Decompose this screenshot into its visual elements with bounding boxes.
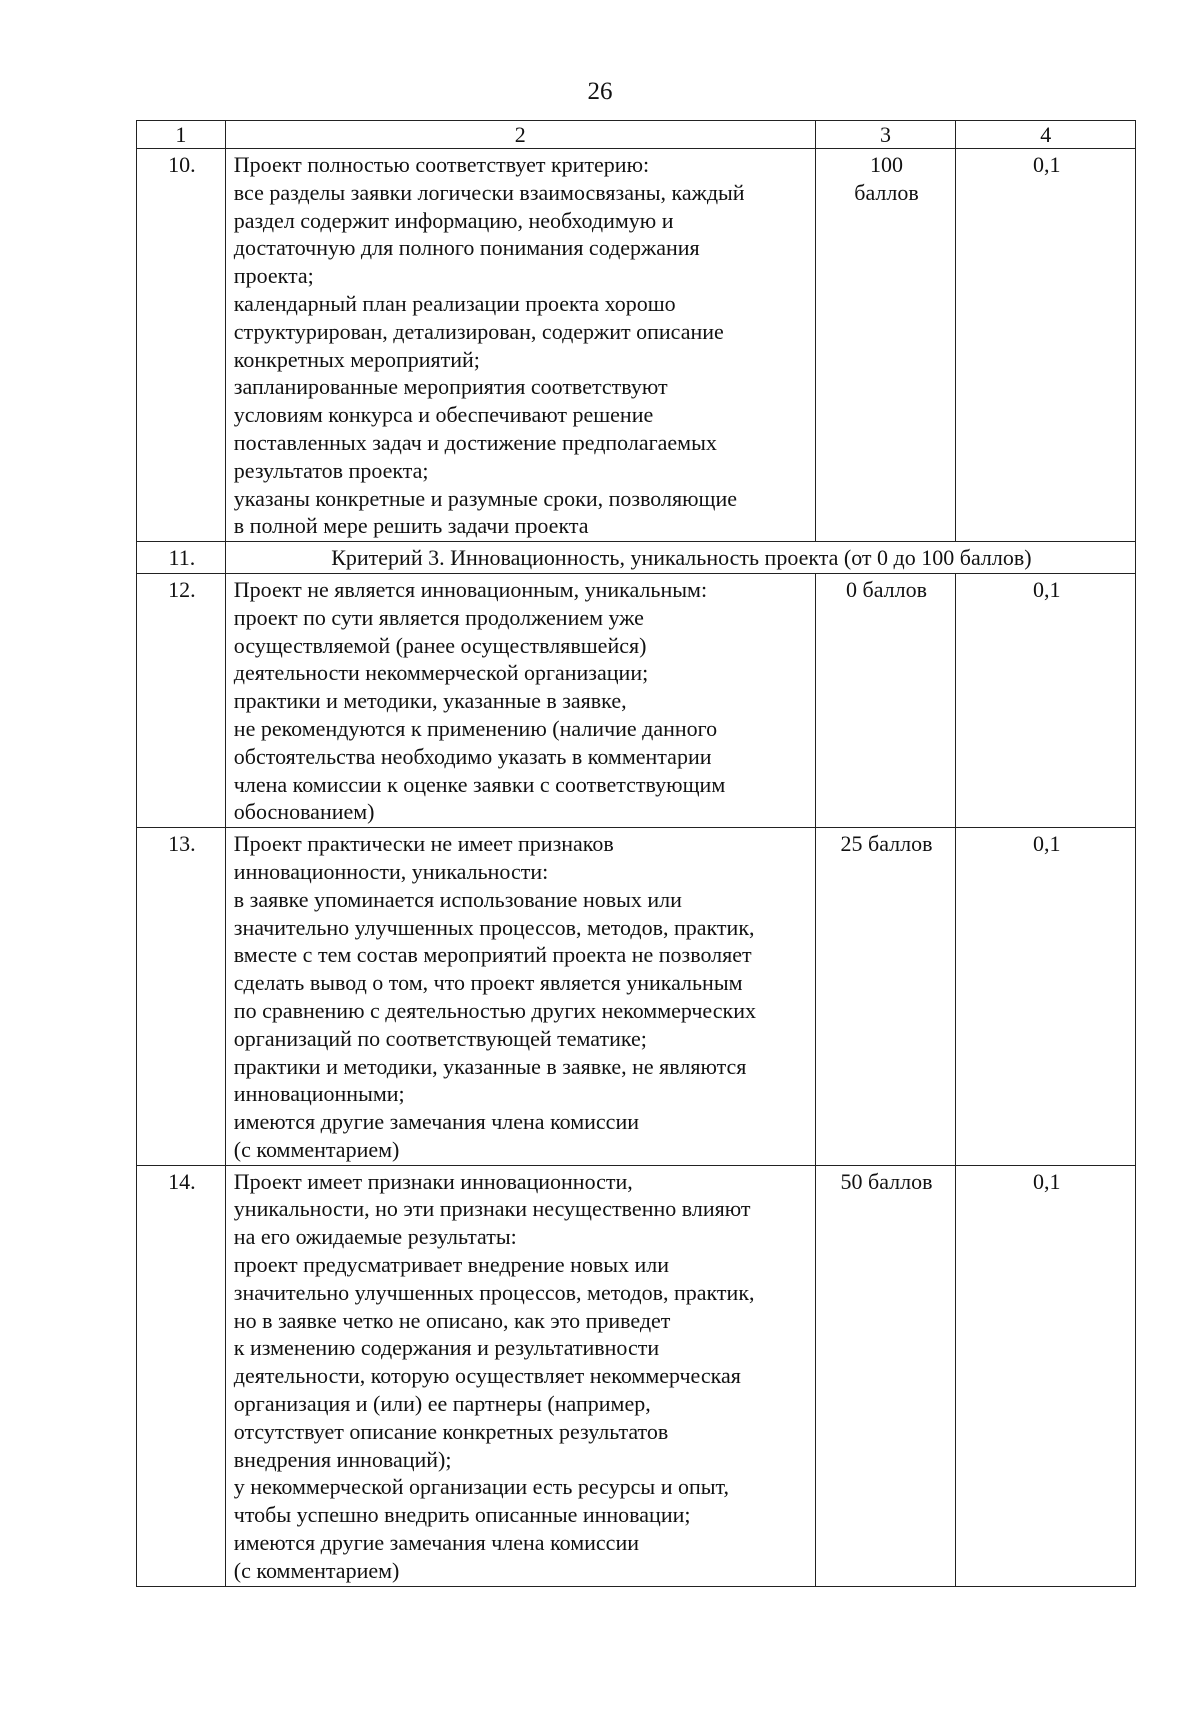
description-line: практики и методики, указанные в заявке, не являются xyxy=(233,1053,747,1079)
weight-cell: 0,1 xyxy=(956,149,1136,542)
points-cell xyxy=(815,1165,956,1586)
description-line: Проект не является инновационным, уникальным: xyxy=(233,576,708,602)
row-number: 12. xyxy=(137,573,226,827)
description-line: конкретных мероприятий; xyxy=(233,346,480,372)
description-line: чтобы успешно внедрить описанные инновации; xyxy=(233,1502,691,1528)
description-line: поставленных задач и достижение предполагаемых xyxy=(233,429,717,455)
column-header-1: 1 xyxy=(137,121,226,149)
description-line: результатов проекта; xyxy=(233,457,429,483)
points-cell xyxy=(815,573,956,827)
description-line: деятельности, которую осуществляет некоммерческая xyxy=(233,1363,741,1389)
description-line: инновационными; xyxy=(233,1081,405,1107)
points-text: 50 баллов xyxy=(840,1168,933,1194)
description-line: календарный план реализации проекта хорошо xyxy=(233,290,676,316)
description-line: у некоммерческой организации есть ресурсы и опыт, xyxy=(233,1474,729,1500)
description-line: инновационности, уникальности: xyxy=(233,858,549,884)
description-line: но в заявке четко не описано, как это приведет xyxy=(233,1307,671,1333)
points-cell xyxy=(815,828,956,1166)
description-line: (с комментарием) xyxy=(233,1136,400,1162)
description-line: деятельности некоммерческой организации; xyxy=(233,660,649,686)
description-line: члена комиссии к оценке заявки с соответствующим xyxy=(233,771,726,797)
description-line: Проект имеет признаки инновационности, xyxy=(233,1168,633,1194)
description-line: обоснованием) xyxy=(233,799,375,825)
description-line: практики и методики, указанные в заявке, xyxy=(233,688,627,714)
table-row xyxy=(137,149,1136,542)
column-header-3: 3 xyxy=(815,121,956,149)
description-line: обстоятельства необходимо указать в комментарии xyxy=(233,743,712,769)
description-line: в заявке упоминается использование новых или xyxy=(233,886,682,912)
points-cell xyxy=(815,149,956,542)
description-line: Проект практически не имеет признаков xyxy=(233,831,614,857)
table-body xyxy=(137,149,1136,1587)
description-line: в полной мере решить задачи проекта xyxy=(233,513,589,539)
description-line: раздел содержит информацию, необходимую и xyxy=(233,207,674,233)
criterion-description xyxy=(225,828,815,1166)
description-line: (с комментарием) xyxy=(233,1557,400,1583)
description-line: внедрения инноваций); xyxy=(233,1446,452,1472)
row-number: 13. xyxy=(137,828,226,1166)
description-line: по сравнению с деятельностью других некоммерческих xyxy=(233,997,756,1023)
description-line: организация и (или) ее партнеры (например, xyxy=(233,1391,651,1417)
table-row xyxy=(137,542,1136,574)
description-line: проекта; xyxy=(233,263,314,289)
criterion-description xyxy=(225,573,815,827)
description-line: достаточную для полного понимания содержания xyxy=(233,235,700,261)
points-text: 100 xyxy=(870,152,904,177)
description-line: все разделы заявки логически взаимосвязаны, каждый xyxy=(233,179,745,205)
criterion-description xyxy=(225,1165,815,1586)
criterion-heading: Критерий 3. Инновационность, уникальность проекта (от 0 до 100 баллов) xyxy=(225,542,1135,574)
description-line: к изменению содержания и результативности xyxy=(233,1335,660,1361)
description-line: значительно улучшенных процессов, методов, практик, xyxy=(233,1279,755,1305)
weight-cell: 0,1 xyxy=(956,573,1136,827)
row-number: 14. xyxy=(137,1165,226,1586)
description-line: имеются другие замечания члена комиссии xyxy=(233,1109,639,1135)
description-line: указаны конкретные и разумные сроки, позволяющие xyxy=(233,485,738,511)
description-line: организаций по соответствующей тематике; xyxy=(233,1025,647,1051)
weight-cell: 0,1 xyxy=(956,1165,1136,1586)
description-line: уникальности, но эти признаки несущественно влияют xyxy=(233,1196,751,1222)
description-line: вместе с тем состав мероприятий проекта не позволяет xyxy=(233,942,752,968)
page-number: 26 xyxy=(587,78,613,105)
description-line: осуществляемой (ранее осуществлявшейся) xyxy=(233,632,647,658)
description-line: отсутствует описание конкретных результатов xyxy=(233,1418,669,1444)
row-number: 10. xyxy=(137,149,226,542)
table-row xyxy=(137,828,1136,1166)
table-header-row xyxy=(137,121,1136,149)
row-number: 11. xyxy=(137,542,226,574)
column-header-2: 2 xyxy=(225,121,815,149)
description-line: проект предусматривает внедрение новых или xyxy=(233,1252,670,1278)
description-line: не рекомендуются к применению (наличие данного xyxy=(233,715,718,741)
description-line: Проект полностью соответствует критерию: xyxy=(233,152,650,177)
column-header-4: 4 xyxy=(956,121,1136,149)
description-line: значительно улучшенных процессов, методов, практик, xyxy=(233,914,755,940)
criteria-table xyxy=(136,120,1136,1587)
description-line: проект по сути является продолжением уже xyxy=(233,604,644,630)
weight-cell: 0,1 xyxy=(956,828,1136,1166)
description-line: на его ожидаемые результаты: xyxy=(233,1224,517,1250)
table-row xyxy=(137,1165,1136,1586)
criterion-description xyxy=(225,149,815,542)
description-line: структурирован, детализирован, содержит описание xyxy=(233,318,724,344)
points-text: 25 баллов xyxy=(840,831,933,857)
table-row xyxy=(137,573,1136,827)
description-line: запланированные мероприятия соответствуют xyxy=(233,374,668,400)
description-line: имеются другие замечания члена комиссии xyxy=(233,1530,639,1556)
description-line: сделать вывод о том, что проект является уникальным xyxy=(233,970,743,996)
points-text: баллов xyxy=(854,179,919,205)
points-text: 0 баллов xyxy=(846,576,928,602)
description-line: условиям конкурса и обеспечивают решение xyxy=(233,402,654,428)
